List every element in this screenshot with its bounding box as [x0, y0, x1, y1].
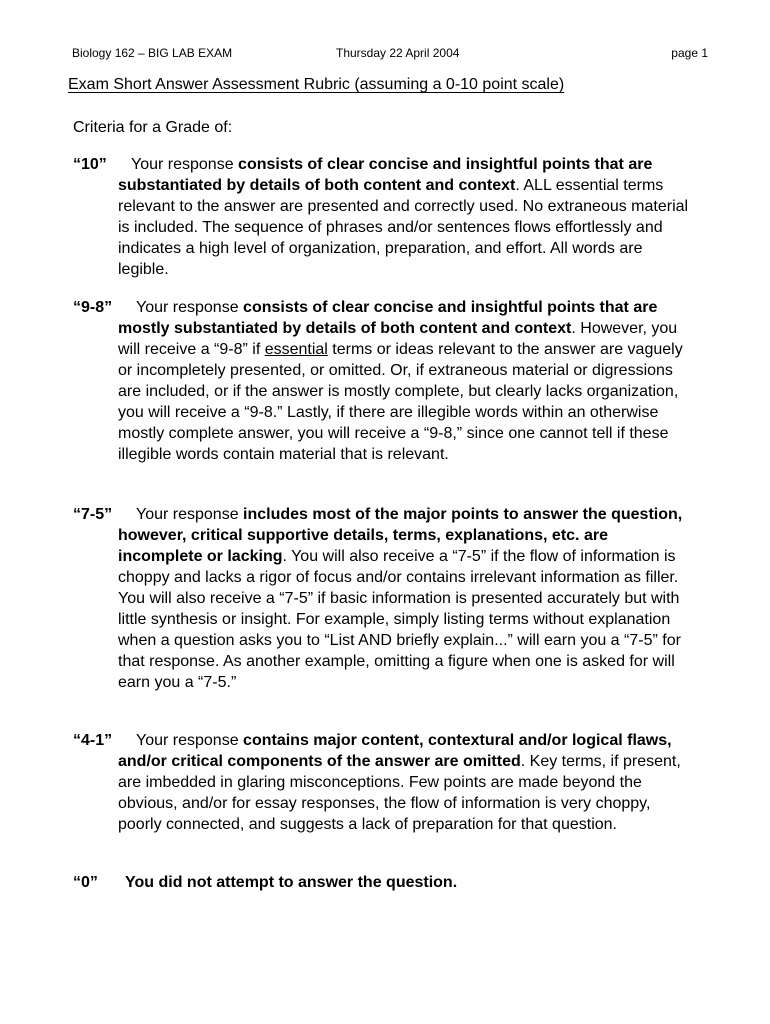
page-number: page 1 — [671, 46, 708, 60]
criterion-intro: Your response — [136, 299, 244, 316]
page-header — [72, 46, 708, 64]
criterion-intro: Your response — [136, 506, 244, 523]
grade-label: “9-8” — [73, 299, 113, 316]
criterion-text-continued: terms or ideas relevant to the answer are vaguely or incompletely presented, or omitted. Or, if extraneous material or digressions are included, or if the answer is mostly complete, but clearly lacks organization, you will receive a “9-8.” Lastly, if there are illegible words within an otherwise mostly complete answer, you will receive a “9-8,” since one cannot tell if these illegible words contain material that is relevant. — [118, 341, 683, 463]
grade-9-8-criterion — [73, 297, 693, 465]
criterion-underlined: essential — [264, 341, 328, 358]
course-name: Biology 162 – BIG LAB EXAM — [72, 46, 233, 60]
grade-label: “4-1” — [73, 732, 113, 749]
grade-0-criterion — [73, 872, 693, 893]
criterion-text: . Key terms, if present, are imbedded in glaring misconceptions. Few points are made beyond the obvious, and/or for essay responses, the flow of information is very choppy, poorly connected, and suggests a lack of preparation for that question. — [118, 753, 681, 833]
exam-date: Thursday 22 April 2004 — [336, 46, 460, 60]
criterion-bold: consists of clear concise and insightful points that are mostly substantiated by details of both content and context — [118, 299, 658, 337]
grade-label: “0” — [73, 874, 98, 891]
criteria-intro: Criteria for a Grade of: — [73, 119, 233, 136]
criterion-bold: includes most of the major points to answer the question, however, critical supportive details, terms, explanations, etc. are incomplete or lacking — [118, 506, 683, 565]
criterion-bold: contains major content, contextural and/or logical flaws, and/or critical components of the answer are omitted — [118, 732, 672, 770]
criterion-intro: Your response — [136, 732, 244, 749]
criterion-text: . However, you will receive a “9-8” if — [118, 320, 678, 358]
criterion-bold: consists of clear concise and insightful points that are substantiated by details of both content and context — [118, 156, 653, 194]
criterion-text: . ALL essential terms relevant to the answer are presented and correctly used. No extraneous material is included. The sequence of phrases and/or sentences flows effortlessly and indicates a high level of organization, preparation, and effort. All words are legible. — [118, 177, 689, 278]
grade-10-criterion — [73, 154, 693, 280]
criterion-text: . You will also receive a “7-5” if the flow of information is choppy and lacks a rigor of focus and/or contains irrelevant information as filler. You will also receive a “7-5” if basic information is presented accurately but with little synthesis or insight. For example, simply listing terms without explanation when a question asks you to “List AND briefly explain...” will earn you a “7-5” for that response. As another example, omitting a figure when one is asked for will earn you a “7-5.” — [118, 548, 681, 691]
grade-label: “7-5” — [73, 506, 113, 523]
grade-7-5-criterion — [73, 504, 693, 693]
criterion-bold: You did not attempt to answer the question. — [125, 874, 458, 891]
grade-label: “10” — [73, 156, 107, 173]
document-title: Exam Short Answer Assessment Rubric (assuming a 0-10 point scale) — [68, 76, 565, 93]
grade-4-1-criterion — [73, 730, 693, 835]
criterion-intro: Your response — [131, 156, 239, 173]
